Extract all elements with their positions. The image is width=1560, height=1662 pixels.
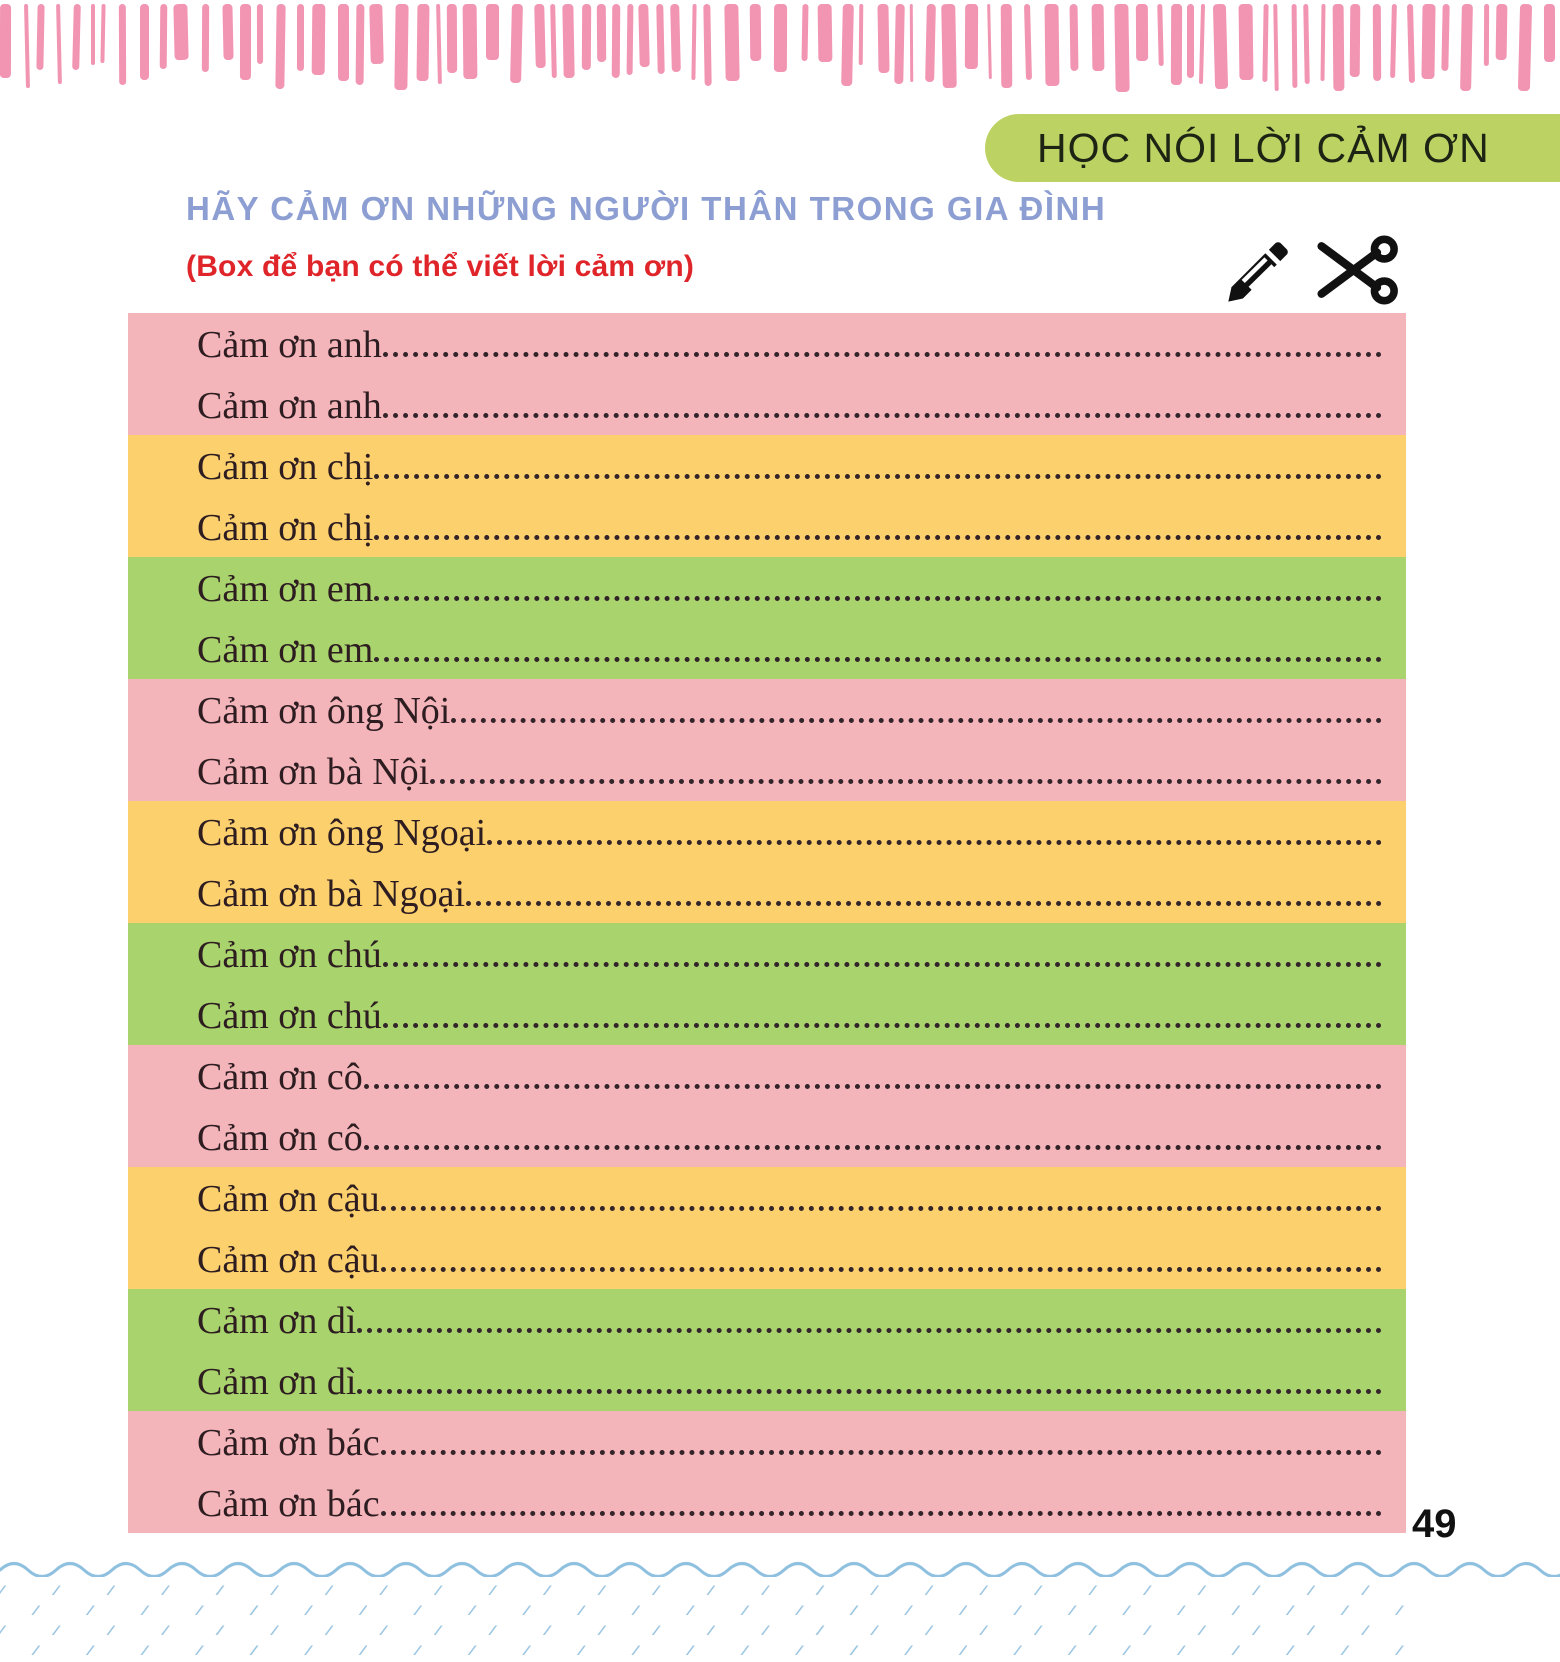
stripe-mark (1239, 4, 1254, 80)
top-stripe-border (0, 0, 1560, 95)
writein-line[interactable] (128, 1167, 1406, 1228)
stripe-mark (941, 4, 957, 88)
line-label: Cảm ơn anh (197, 323, 382, 366)
stripe-mark (925, 4, 936, 82)
writein-line[interactable] (128, 313, 1406, 374)
line-label: Cảm ơn bà Ngoại (197, 872, 466, 915)
stripe-mark (750, 4, 762, 61)
stripe-mark (987, 4, 992, 79)
writein-line[interactable] (128, 1350, 1406, 1411)
line-label: Cảm ơn anh (197, 384, 382, 427)
stripe-mark (670, 4, 681, 72)
dotted-leader[interactable] (466, 900, 1382, 906)
stripe-mark (703, 4, 711, 86)
stripe-mark (1484, 4, 1489, 66)
dotted-leader[interactable] (451, 717, 1382, 723)
stripe-mark (486, 4, 499, 60)
stripe-mark (202, 4, 209, 72)
stripe-mark (257, 4, 263, 64)
line-label: Cảm ơn bác (197, 1421, 380, 1464)
dotted-leader[interactable] (381, 1266, 1382, 1272)
line-label: Cảm ơn ông Nội (197, 689, 451, 732)
stripe-mark (119, 4, 126, 85)
stripe-mark (72, 4, 81, 70)
stripe-mark (0, 4, 11, 78)
writein-line[interactable] (128, 435, 1406, 496)
stripe-mark (463, 4, 478, 79)
thankyou-block-cau (128, 1167, 1406, 1289)
stripe-mark (1199, 4, 1205, 84)
stripe-mark (1390, 4, 1397, 78)
line-label: Cảm ơn em (197, 628, 374, 671)
stripe-mark (597, 4, 606, 62)
stripe-mark (1001, 4, 1013, 88)
stripe-mark (627, 4, 634, 75)
writein-line[interactable] (128, 1106, 1406, 1167)
bottom-texture (0, 1580, 1560, 1662)
stripe-mark (222, 4, 233, 60)
dotted-leader[interactable] (383, 412, 1382, 418)
dotted-leader[interactable] (364, 1144, 1382, 1150)
thankyou-block-ngoai (128, 801, 1406, 923)
dotted-leader[interactable] (430, 778, 1382, 784)
stripe-mark (612, 4, 621, 78)
stripe-mark (1157, 4, 1164, 66)
thankyou-block-chi (128, 435, 1406, 557)
stripe-mark (447, 4, 457, 73)
writein-line[interactable] (128, 801, 1406, 862)
writein-line[interactable] (128, 374, 1406, 435)
stripe-mark (140, 4, 149, 80)
line-label: Cảm ơn bà Nội (197, 750, 430, 793)
stripe-mark (436, 4, 442, 84)
stripe-mark (1213, 4, 1228, 89)
dotted-leader[interactable] (374, 473, 1382, 479)
stripe-mark (910, 4, 913, 82)
stripe-mark (240, 4, 251, 80)
texture-row: ⁄⁄⁄ ⁄⁄⁄ ⁄⁄⁄ ⁄⁄⁄ ⁄⁄⁄ ⁄⁄⁄ ⁄⁄⁄ ⁄⁄⁄ ⁄⁄⁄ ⁄⁄⁄ ⁄⁄⁄ ⁄⁄⁄ ⁄⁄⁄ ⁄⁄⁄ ⁄⁄⁄ ⁄⁄⁄ ⁄⁄⁄ ⁄⁄⁄ ⁄⁄⁄ ⁄⁄⁄ ⁄⁄⁄ ⁄⁄⁄ ⁄⁄⁄ ⁄⁄⁄ ⁄⁄⁄ ⁄⁄⁄ (0, 1621, 1366, 1639)
line-label: Cảm ơn cô (197, 1116, 363, 1159)
writein-line[interactable] (128, 740, 1406, 801)
dotted-leader[interactable] (357, 1388, 1382, 1394)
stripe-mark (691, 4, 696, 80)
line-label: Cảm ơn bác (197, 1482, 380, 1525)
stripe-mark (312, 4, 326, 75)
dotted-leader[interactable] (381, 1205, 1382, 1211)
stripe-mark (417, 4, 430, 81)
writein-line[interactable] (128, 557, 1406, 618)
stripe-mark (1045, 4, 1060, 86)
line-label: Cảm ơn ông Ngoại (197, 811, 487, 854)
stripe-mark (1544, 4, 1555, 62)
stripe-mark (275, 4, 285, 89)
stripe-mark (36, 4, 44, 70)
page-number: 49 (1412, 1502, 1457, 1546)
stripe-mark (1303, 4, 1310, 84)
dotted-leader[interactable] (357, 1327, 1382, 1333)
stripe-mark (1407, 4, 1415, 83)
stripe-mark (818, 4, 833, 62)
writein-line[interactable] (128, 862, 1406, 923)
stripe-mark (1333, 4, 1345, 91)
dotted-leader[interactable] (381, 1510, 1382, 1516)
tools-icons (1222, 232, 1404, 308)
stripe-mark (1373, 4, 1381, 81)
thankyou-block-anh (128, 313, 1406, 435)
writein-line[interactable] (128, 984, 1406, 1045)
page-title: HÃY CẢM ƠN NHỮNG NGƯỜI THÂN TRONG GIA ĐÌNH (186, 190, 1107, 227)
line-label: Cảm ơn cậu (197, 1238, 380, 1281)
chapter-badge-label: HỌC NÓI LỜI CẢM ƠN (1037, 124, 1490, 171)
bottom-wave-line (0, 1555, 1560, 1577)
line-label: Cảm ơn chị (197, 506, 374, 549)
line-label: Cảm ơn chị (197, 445, 374, 488)
stripe-mark (859, 4, 864, 65)
scissors-icon (1312, 232, 1404, 308)
line-label: Cảm ơn dì (197, 1299, 357, 1342)
dotted-leader[interactable] (374, 595, 1382, 601)
stripe-mark (1187, 4, 1194, 78)
stripe-mark (510, 4, 523, 83)
dotted-leader[interactable] (383, 961, 1382, 967)
writein-line[interactable] (128, 923, 1406, 984)
writein-line[interactable] (128, 679, 1406, 740)
stripe-mark (841, 4, 854, 86)
stripe-mark (100, 4, 105, 63)
line-label: Cảm ơn cậu (197, 1177, 380, 1220)
thankyou-block-di (128, 1289, 1406, 1411)
stripe-mark (877, 4, 889, 73)
stripe-mark (1136, 4, 1148, 61)
stripe-mark (173, 4, 188, 60)
stripe-mark (1350, 4, 1361, 77)
stripe-mark (802, 4, 809, 61)
stripe-mark (1292, 4, 1298, 88)
pencil-icon (1222, 232, 1298, 308)
stripe-mark (1262, 4, 1268, 82)
stripe-mark (356, 4, 365, 85)
stripe-mark (1273, 4, 1278, 91)
dotted-leader[interactable] (383, 1022, 1382, 1028)
thankyou-list (128, 313, 1406, 1533)
dotted-leader[interactable] (487, 839, 1382, 845)
stripe-mark (1320, 4, 1325, 81)
stripe-mark (1114, 4, 1129, 92)
stripe-mark (582, 4, 591, 70)
stripe-mark (1171, 4, 1182, 85)
texture-row: ⁄⁄⁄ ⁄⁄⁄ ⁄⁄⁄ ⁄⁄⁄ ⁄⁄⁄ ⁄⁄⁄ ⁄⁄⁄ ⁄⁄⁄ ⁄⁄⁄ ⁄⁄⁄ ⁄⁄⁄ ⁄⁄⁄ ⁄⁄⁄ ⁄⁄⁄ ⁄⁄⁄ ⁄⁄⁄ ⁄⁄⁄ ⁄⁄⁄ ⁄⁄⁄ ⁄⁄⁄ ⁄⁄⁄ ⁄⁄⁄ ⁄⁄⁄ ⁄⁄⁄ ⁄⁄⁄ ⁄⁄⁄ (0, 1581, 1366, 1599)
stripe-mark (965, 4, 978, 69)
stripe-mark (91, 4, 95, 65)
stripe-mark (1460, 4, 1473, 91)
stripe-mark (562, 4, 574, 78)
line-label: Cảm ơn dì (197, 1360, 357, 1403)
stripe-mark (338, 4, 349, 81)
stripe-mark (24, 4, 30, 88)
stripe-mark (1441, 4, 1449, 71)
page-subtitle: (Box để bạn có thể viết lời cảm ơn) (186, 250, 695, 283)
line-label: Cảm ơn chú (197, 933, 382, 976)
stripe-mark (1496, 4, 1508, 60)
writein-line[interactable] (128, 1411, 1406, 1472)
stripe-mark (56, 4, 62, 84)
stripe-mark (1024, 4, 1032, 80)
stripe-mark (1518, 4, 1532, 91)
dotted-leader[interactable] (374, 656, 1382, 662)
thankyou-block-co (128, 1045, 1406, 1167)
writein-line[interactable] (128, 496, 1406, 557)
stripe-mark (656, 4, 664, 74)
stripe-mark (724, 4, 739, 81)
stripe-mark (297, 4, 304, 71)
writein-line[interactable] (128, 1228, 1406, 1289)
chapter-badge (985, 114, 1560, 182)
stripe-mark (160, 4, 168, 69)
dotted-leader[interactable] (364, 1083, 1382, 1089)
thankyou-block-bac (128, 1411, 1406, 1533)
stripe-mark (534, 4, 546, 68)
writein-line[interactable] (128, 1472, 1406, 1533)
stripe-mark (369, 4, 384, 64)
texture-row: ⁄⁄⁄ ⁄⁄⁄ ⁄⁄⁄ ⁄⁄⁄ ⁄⁄⁄ ⁄⁄⁄ ⁄⁄⁄ ⁄⁄⁄ ⁄⁄⁄ ⁄⁄⁄ ⁄⁄⁄ ⁄⁄⁄ ⁄⁄⁄ ⁄⁄⁄ ⁄⁄⁄ ⁄⁄⁄ ⁄⁄⁄ ⁄⁄⁄ ⁄⁄⁄ ⁄⁄⁄ ⁄⁄⁄ ⁄⁄⁄ ⁄⁄⁄ ⁄⁄⁄ ⁄⁄⁄ ⁄⁄⁄ (34, 1641, 1400, 1659)
stripe-mark (774, 4, 787, 72)
stripe-mark (550, 4, 557, 78)
thankyou-block-em (128, 557, 1406, 679)
stripe-mark (638, 4, 650, 67)
texture-row: ⁄⁄⁄ ⁄⁄⁄ ⁄⁄⁄ ⁄⁄⁄ ⁄⁄⁄ ⁄⁄⁄ ⁄⁄⁄ ⁄⁄⁄ ⁄⁄⁄ ⁄⁄⁄ ⁄⁄⁄ ⁄⁄⁄ ⁄⁄⁄ ⁄⁄⁄ ⁄⁄⁄ ⁄⁄⁄ ⁄⁄⁄ ⁄⁄⁄ ⁄⁄⁄ ⁄⁄⁄ ⁄⁄⁄ ⁄⁄⁄ ⁄⁄⁄ ⁄⁄⁄ ⁄⁄⁄ ⁄⁄⁄ (34, 1601, 1400, 1619)
writein-line[interactable] (128, 1289, 1406, 1350)
line-label: Cảm ơn chú (197, 994, 382, 1037)
thankyou-block-chu (128, 923, 1406, 1045)
thankyou-block-noi (128, 679, 1406, 801)
line-label: Cảm ơn cô (197, 1055, 363, 1098)
stripe-mark (1092, 4, 1105, 71)
dotted-leader[interactable] (374, 534, 1382, 540)
writein-line[interactable] (128, 618, 1406, 679)
writein-line[interactable] (128, 1045, 1406, 1106)
stripe-mark (394, 4, 408, 90)
stripe-mark (1070, 4, 1079, 71)
line-label: Cảm ơn em (197, 567, 374, 610)
dotted-leader[interactable] (381, 1449, 1382, 1455)
stripe-mark (1421, 4, 1435, 79)
stripe-mark (894, 4, 905, 84)
dotted-leader[interactable] (383, 351, 1382, 357)
